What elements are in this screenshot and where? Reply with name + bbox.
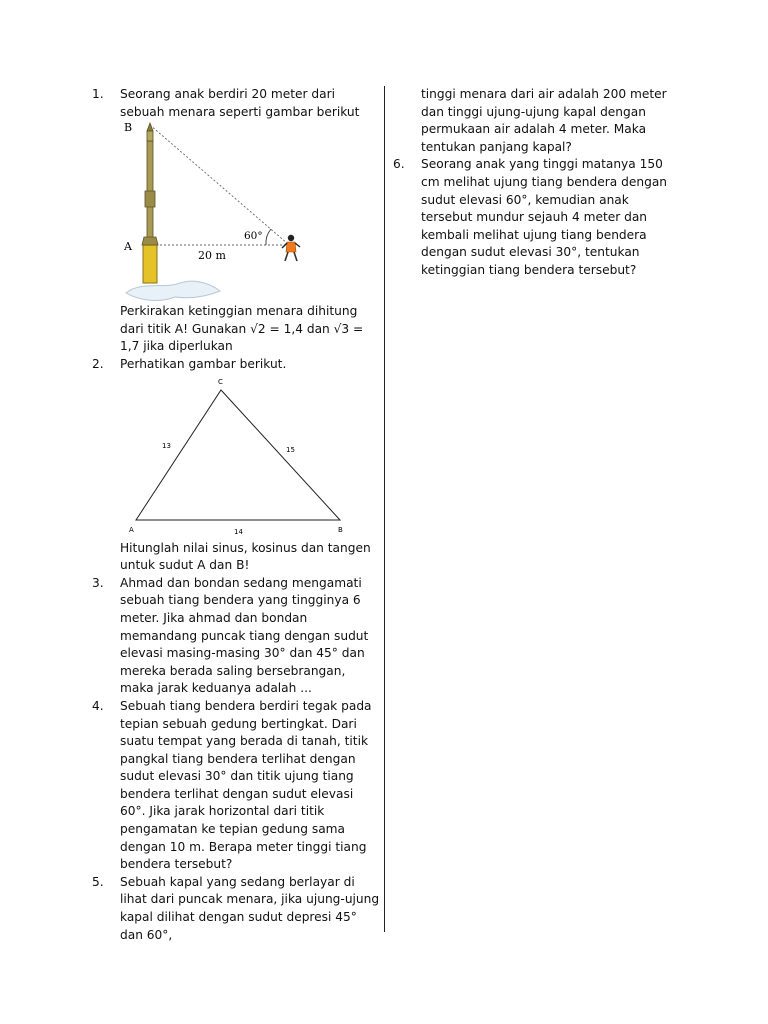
question-4 (92, 698, 382, 874)
tower-collar (142, 237, 158, 245)
vertex-b-label: B (338, 525, 343, 534)
question-3 (92, 575, 382, 698)
question-text: Seorang anak berdiri 20 meter dari sebuah menara seperti gambar berikut (120, 87, 360, 119)
label-b: B (124, 121, 133, 135)
question-number: 3. (92, 575, 104, 590)
tower-top (147, 131, 153, 141)
right-column (393, 86, 683, 280)
question-text: Sebuah kapal yang sedang berlayar di lihat dari puncak menara, jika ujung-ujung kapal dilihat dengan sudut depresi 45° dan 60°, (120, 874, 380, 942)
question-text: Hitunglah nilai sinus, kosinus dan tangen untuk sudut A dan B! (120, 540, 371, 573)
side-ac-label: 13 (162, 441, 171, 450)
tower-figure (120, 121, 320, 303)
side-bc-label: 15 (286, 445, 295, 454)
question-5-continuation (393, 86, 683, 156)
question-text: Perkirakan ketinggian menara dihitung dari titik A! Gunakan √2 = 1,4 dan √3 = 1,7 jika diperlukan (120, 304, 364, 354)
question-number: 2. (92, 356, 104, 371)
question-text: tinggi menara dari air adalah 200 meter dan tinggi ujung-ujung kapal dengan permukaan air adalah 4 meter. Maka tentukan panjang kapal? (421, 87, 667, 154)
angle-label: 60° (244, 230, 263, 243)
question-1 (92, 86, 382, 121)
side-ab-label: 14 (234, 527, 243, 536)
tower-tip (147, 123, 153, 131)
angle-arc (266, 229, 271, 245)
question-5 (92, 874, 382, 944)
question-1-followup (92, 303, 382, 356)
vertex-a-label: A (129, 525, 134, 534)
distance-label: 20 m (198, 249, 226, 263)
child-figure (282, 235, 300, 261)
vertex-c-label: C (218, 377, 223, 386)
question-number: 6. (393, 157, 405, 172)
question-2-followup (92, 540, 382, 575)
question-text: Perhatikan gambar berikut. (120, 356, 287, 371)
water-shape (126, 281, 220, 300)
tower-base (143, 245, 157, 283)
triangle-figure (126, 374, 352, 546)
question-6 (393, 156, 683, 279)
question-number: 1. (92, 87, 104, 101)
question-1-figure-wrap (92, 121, 382, 303)
question-2 (92, 356, 382, 374)
label-a: A (124, 240, 132, 254)
question-2-figure-wrap (126, 374, 382, 546)
left-column (92, 86, 382, 944)
line-of-sight (150, 125, 288, 244)
column-divider (384, 86, 385, 932)
question-text: Seorang anak yang tinggi matanya 150 cm melihat ujung tiang bendera dengan sudut elevasi 60°, kemudian anak tersebut mundur sejauh 4 meter dan kembali melihat ujung tiang bendera dengan sudut elevasi 30°, tentukan ketinggian tiang bendera tersebut? (421, 157, 668, 277)
tower-joint (145, 191, 155, 207)
question-number: 4. (92, 698, 104, 713)
question-text: Sebuah tiang bendera berdiri tegak pada tepian sebuah gedung bertingkat. Dari suatu tempat yang berada di tanah, titik pangkal tiang bendera terlihat dengan sudut elevasi 30° dan titik ujung tiang bendera terlihat dengan sudut elevasi 60°. Jika jarak horizontal dari titik pengamatan ke tepian gedung sama dengan 10 m. Berapa meter tinggi tiang bendera tersebut? (120, 698, 372, 872)
question-number: 5. (92, 874, 104, 889)
triangle-abc (136, 390, 340, 520)
question-text: Ahmad dan bondan sedang mengamati sebuah tiang bendera yang tingginya 6 meter. Jika ahmad dan bondan memandang puncak tiang dengan sudut elevasi masing-masing 30° dan 45° dan mereka berada saling bersebrangan, maka jarak keduanya adalah ... (120, 575, 369, 696)
